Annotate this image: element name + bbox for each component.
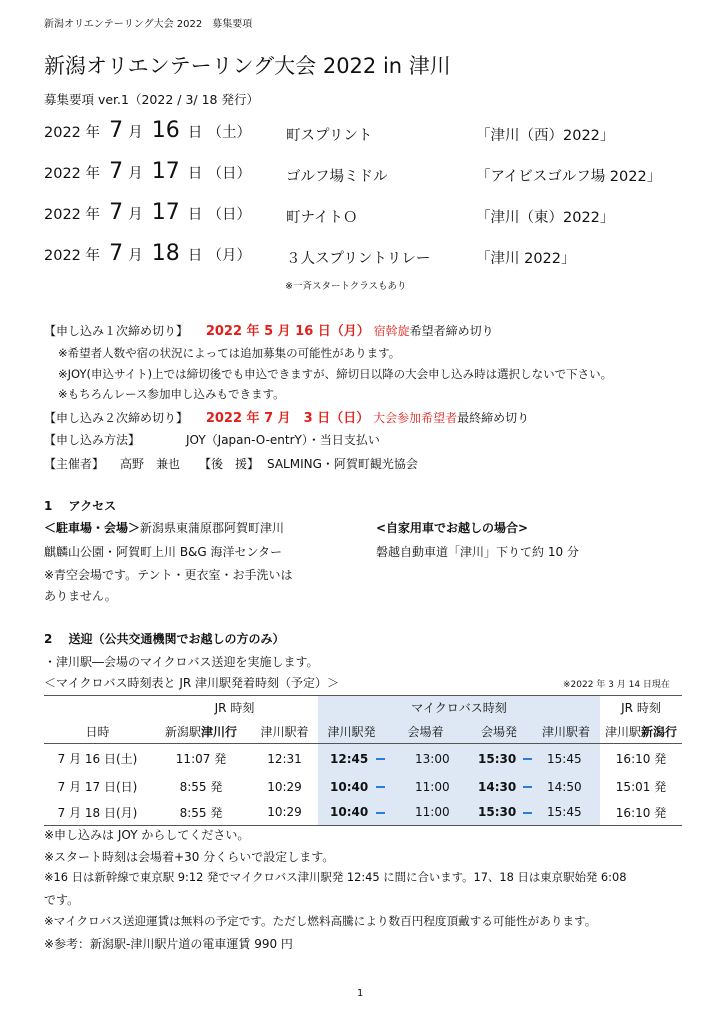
event-day: 16 [151, 118, 180, 143]
cell-date: 7 月 16 日(土) [57, 752, 138, 767]
table-header-row [44, 720, 682, 744]
cell-venue-dep [466, 774, 532, 800]
transfer-line: ・津川駅―会場のマイクロバス送迎を実施します。 [44, 655, 319, 669]
cell-date: 7 月 18 日(月) [44, 800, 151, 826]
cell-niigata: 8:55 発 [151, 800, 251, 826]
host-value: 高野 兼也 [120, 457, 181, 471]
cell-bus-dep-text: 10:40 [330, 805, 369, 820]
col-jr-back-b: 新潟行 [641, 724, 678, 739]
venue-note: ※青空会場です。テント・更衣室・お手洗いは [44, 568, 293, 582]
event-weekday: （日） [207, 166, 251, 182]
transfer-note: ※マイクロバス送迎運賃は無料の予定です。ただし燃料高騰により数百円程度頂戴する可能性があります。 [44, 914, 597, 928]
event-name: ゴルフ場ミドル [286, 169, 388, 185]
transfer-note-cont: です。 [44, 893, 80, 907]
event-month: 7 [109, 159, 124, 184]
apply-second-rest: 最終締め切り [457, 411, 530, 425]
table-row [44, 800, 682, 826]
event-row [44, 241, 251, 266]
event-day: 17 [151, 159, 180, 184]
col-date: 日時 [44, 720, 151, 744]
event-place: 「津川（西）2022」 [476, 128, 615, 144]
event-month: 7 [109, 200, 124, 225]
cell-bus-dep-text: 10:40 [330, 779, 369, 794]
cell-jr-back: 16:10 発 [600, 800, 682, 826]
group-jr-return: JR 時刻 [600, 696, 682, 720]
cell-date: 7 月 17 日(日) [57, 780, 138, 794]
timetable [44, 695, 682, 826]
event-day-unit: 日 [187, 166, 203, 182]
cell-tsugawa: 12:31 [267, 751, 302, 766]
event-note: ※一斉スタートクラスもあり [285, 281, 407, 292]
col-niigata [151, 720, 251, 744]
apply-second-deadline [44, 407, 529, 426]
apply-second-red: 大会参加希望者 [373, 411, 458, 425]
cell-bus-dep [318, 744, 385, 774]
event-year: 2022 年 [44, 125, 101, 141]
cell-bus-dep [318, 800, 385, 826]
event-year: 2022 年 [44, 248, 101, 264]
apply-method-value: JOY（Japan-O-entrY）・当日支払い [186, 433, 380, 447]
event-row [44, 200, 251, 225]
transfer-note: ※スタート時刻は会場着+30 分くらいで設定します。 [44, 850, 335, 864]
cell-bus-dep-text: 12:45 [330, 751, 369, 766]
page-number: 1 [357, 988, 364, 999]
cell-venue-arr: 11:00 [385, 774, 466, 800]
cell-bus-arr: 14:50 [532, 774, 600, 800]
venue-address: 新潟県東蒲原郡阿賀町津川 [140, 521, 285, 535]
col-venue-arrive: 会場着 [385, 720, 466, 744]
support-value: SALMING・阿賀町観光協会 [267, 457, 418, 471]
transfer-note: ※参考：新潟駅-津川駅片道の電車運賃 990 円 [44, 937, 293, 951]
cell-jr-back: 15:01 発 [615, 780, 667, 794]
transfer-note: ※16 日は新幹線で東京駅 9:12 発でマイクロバス津川駅発 12:45 に間に合います。17、18 日は東京駅始発 6:08 [44, 870, 627, 884]
event-day: 17 [151, 200, 180, 225]
event-day-unit: 日 [187, 248, 203, 264]
event-name: ３人スプリントリレー [286, 251, 431, 267]
col-jr-return [600, 720, 682, 744]
col-tsugawa-arrive: 津川駅着 [251, 720, 318, 744]
table-row [44, 744, 682, 774]
event-weekday: （月） [207, 248, 251, 264]
group-microbus: マイクロバス時刻 [318, 696, 600, 720]
cell-venue-dep [466, 800, 532, 826]
event-name: 町ナイトＯ [286, 210, 358, 226]
apply-first-rest: 希望者締め切り [409, 324, 494, 338]
event-day: 18 [151, 241, 180, 266]
event-day-unit: 日 [187, 125, 203, 141]
col-jr-back-a: 津川駅 [604, 724, 641, 739]
cell-venue-arr: 13:00 [385, 744, 466, 774]
col-niigata-b: 津川行 [201, 724, 238, 739]
apply-note: ※希望者人数や宿の状況によっては追加募集の可能性があります。 [58, 346, 401, 360]
transfer-heading: 2 送迎（公共交通機関でお越しの方のみ） [44, 632, 285, 646]
support-label: 【後 援】 [199, 457, 260, 471]
cell-niigata: 11:07 発 [175, 752, 227, 767]
cell-venue-dep-text: 15:30 [478, 751, 517, 766]
event-month-unit: 月 [128, 207, 143, 223]
access-heading: 1 アクセス [44, 499, 117, 513]
cell-niigata: 8:55 発 [179, 780, 223, 794]
event-place: 「津川（東）2022」 [476, 210, 615, 226]
group-jr-outbound: JR 時刻 [151, 696, 318, 720]
cell-tsugawa: 10:29 [251, 800, 318, 826]
apply-first-deadline [44, 320, 494, 339]
event-year: 2022 年 [44, 166, 101, 182]
event-row [44, 159, 251, 184]
apply-second-date: 2022 年 7 月 3 日（日） [205, 411, 370, 426]
event-month-unit: 月 [128, 248, 143, 264]
apply-method-label: 【申し込み方法】 [44, 433, 141, 447]
document-header: 新潟オリエンテーリング大会 2022 募集要項 [44, 19, 253, 30]
event-weekday: （土） [207, 125, 251, 141]
col-venue-depart: 会場発 [466, 720, 532, 744]
event-year: 2022 年 [44, 207, 101, 223]
host-label: 【主催者】 [44, 457, 105, 471]
cell-bus-arr: 15:45 [532, 800, 600, 826]
col-bus-arrive: 津川駅着 [532, 720, 600, 744]
apply-note: ※JOY(申込サイト)上では締切後でも申込できますが、締切日以降の大会申し込み時は選択しないで下さい。 [58, 367, 613, 381]
cell-venue-arr: 11:00 [385, 800, 466, 826]
event-place: 「アイビスゴルフ場 2022」 [476, 169, 662, 185]
cell-venue-dep [466, 744, 532, 774]
cell-bus-arr: 15:45 [532, 744, 600, 774]
table-group-header [44, 696, 682, 720]
apply-first-date: 2022 年 5 月 16 日（月） [205, 324, 370, 339]
col-niigata-a: 新潟駅 [164, 724, 201, 739]
venue-location: 麒麟山公園・阿賀町上川 B&G 海洋センター [44, 545, 283, 559]
event-month-unit: 月 [128, 125, 143, 141]
cell-jr-back: 16:10 発 [615, 752, 667, 767]
event-row [44, 118, 251, 143]
event-day-unit: 日 [187, 207, 203, 223]
cell-tsugawa: 10:29 [267, 779, 302, 794]
event-month: 7 [109, 118, 124, 143]
page-subtitle: 募集要項 ver.1（2022 / 3/ 18 発行） [44, 92, 259, 107]
apply-second-label: 【申し込み２次締め切り】 [44, 411, 189, 425]
event-month-unit: 月 [128, 166, 143, 182]
car-label: <自家用車でお越しの場合> [376, 521, 529, 535]
venue-note-cont: ありません。 [44, 589, 117, 603]
apply-first-red: 宿斡旋 [373, 324, 410, 338]
timetable-title: ＜マイクロバス時刻表と JR 津川駅発着時刻（予定）＞ [44, 676, 340, 690]
cell-venue-dep-text: 15:30 [478, 805, 517, 820]
event-name: 町スプリント [286, 128, 373, 144]
venue-block [44, 519, 284, 536]
car-directions: 磐越自動車道「津川」下りて約 10 分 [376, 545, 579, 559]
apply-note: ※もちろんレース参加申し込みもできます。 [58, 387, 285, 401]
event-weekday: （日） [207, 207, 251, 223]
col-bus-depart: 津川駅発 [318, 720, 385, 744]
venue-label: ＜駐車場・会場＞ [44, 521, 141, 535]
event-month: 7 [109, 241, 124, 266]
cell-bus-dep [318, 774, 385, 800]
page-title: 新潟オリエンテーリング大会 2022 in 津川 [44, 54, 451, 78]
event-place: 「津川 2022」 [476, 251, 576, 267]
transfer-note: ※申し込みは JOY からしてください。 [44, 828, 250, 842]
timetable-as-of: ※2022 年 3 月 14 日現在 [563, 680, 670, 690]
cell-venue-dep-text: 14:30 [478, 779, 517, 794]
table-row [44, 774, 682, 800]
apply-first-label: 【申し込み１次締め切り】 [44, 324, 189, 338]
